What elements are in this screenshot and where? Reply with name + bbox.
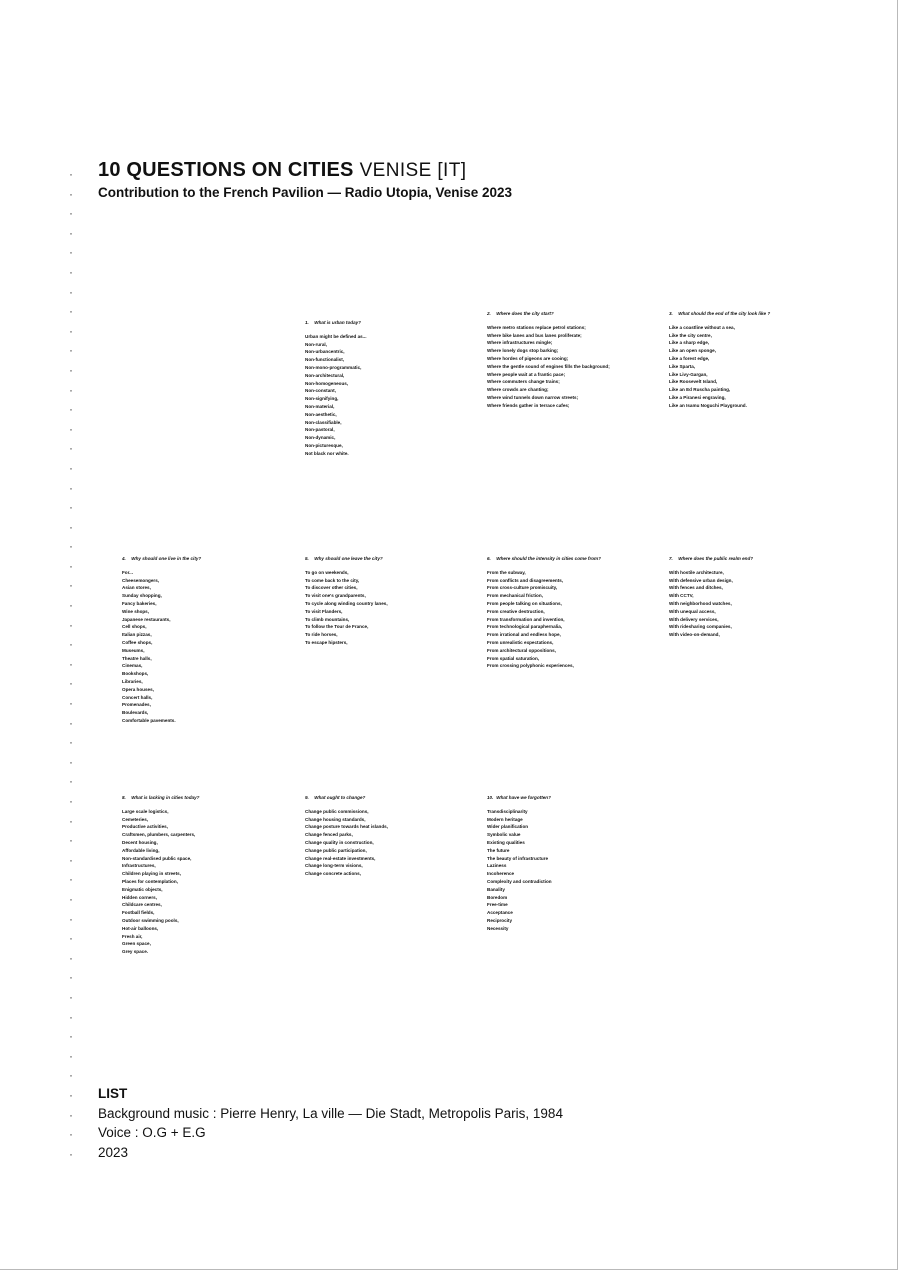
answer-line: From creative destruction,	[487, 608, 545, 614]
answer-line: Comfortable pavements.	[122, 717, 176, 723]
margin-dot: ·	[69, 225, 73, 240]
answer-line: Non-urbancentric,	[305, 349, 345, 355]
answer-line: Change quality in construction,	[305, 839, 374, 845]
answer-line: To discover other cities,	[305, 585, 358, 591]
answer-line: Symbolic value	[487, 832, 521, 838]
margin-dot: ·	[69, 950, 73, 965]
answer-line: Promenades,	[122, 702, 151, 708]
answer-line: Hidden corners,	[122, 894, 157, 900]
margin-dot: ·	[69, 989, 73, 1004]
answer-line: Like Roosevelt Island,	[669, 379, 718, 385]
margin-dot: ·	[69, 460, 73, 475]
margin-dot: ·	[69, 970, 73, 985]
question-heading: 4. Why should one live in the city?	[122, 556, 202, 561]
margin-dot: ·	[69, 911, 73, 926]
question-block-8	[122, 794, 292, 956]
credit-line: Background music : Pierre Henry, La ville — Die Stadt, Metropolis Paris, 1984	[98, 1105, 563, 1121]
margin-dot: ·	[69, 852, 73, 867]
answer-line: With video-on-demand,	[669, 632, 720, 638]
answer-line: Like an Ed Ruscha painting,	[669, 387, 731, 393]
answer-line: Existing qualities	[487, 839, 525, 845]
margin-dot: ·	[69, 284, 73, 299]
answer-line: Change fenced parks,	[305, 832, 353, 838]
answer-list	[305, 569, 475, 647]
answer-line: Outdoor swimming pools,	[122, 917, 179, 923]
margin-dot: ·	[69, 421, 73, 436]
answer-line: Change posture towards heat islands,	[305, 824, 388, 830]
margin-dot: ·	[69, 1127, 73, 1142]
answer-line: Libraries,	[122, 678, 143, 684]
margin-dot: ·	[69, 1107, 73, 1122]
margin-dot: ·	[69, 715, 73, 730]
answer-line: Childcare centres,	[122, 902, 162, 908]
answer-line: From transformation and invention,	[487, 616, 565, 622]
answer-line: With ridesharing companies,	[669, 624, 732, 630]
answer-list	[669, 324, 839, 410]
margin-dot: ·	[69, 794, 73, 808]
answer-line: With CCTV,	[669, 593, 694, 599]
answer-line: For...	[122, 569, 133, 575]
answer-line: Affordable living,	[122, 847, 160, 853]
list-label: LIST	[98, 1086, 128, 1101]
answer-line: Where lonely dogs stop barking;	[487, 348, 559, 354]
margin-dot: ·	[69, 891, 73, 906]
answer-line: Cinemas,	[122, 663, 143, 669]
answer-line: Non-signifying,	[305, 396, 339, 402]
margin-dot: ·	[69, 1048, 73, 1063]
question-block-6	[487, 555, 657, 670]
answer-line: Non-aesthetic,	[305, 411, 337, 417]
answer-list	[669, 569, 839, 639]
answer-line: From crossing polyphonic experiences,	[487, 663, 574, 669]
margin-dot: ·	[69, 833, 73, 848]
answer-line: With unequal access,	[669, 608, 716, 614]
answer-line: Football fields,	[122, 910, 155, 916]
answer-line: Theatre halls,	[122, 655, 152, 661]
title-text: 10 QUESTIONS ON CITIES	[98, 159, 354, 181]
answer-line: Boredom	[487, 894, 508, 900]
answer-line: To escape hipsters,	[305, 639, 348, 645]
answer-line: Boulevards,	[122, 710, 149, 716]
question-heading: 8. What is lacking in cities today?	[122, 795, 200, 800]
credit-line: 2023	[98, 1144, 129, 1160]
answer-line: From people talking on situations,	[487, 600, 562, 606]
answer-line: From cross-culture promiscuity,	[487, 585, 558, 591]
answer-line: Modern heritage	[487, 816, 523, 822]
answer-line: Productive activities,	[122, 824, 168, 830]
answer-line: Non-functionalist,	[305, 357, 345, 363]
answer-line: Where infrastructures mingle;	[487, 340, 553, 346]
margin-dot: ·	[69, 1087, 73, 1102]
margin-dot: ·	[69, 480, 73, 495]
margin-dot: ·	[69, 813, 73, 828]
question-heading: 1. What is urban today?	[305, 320, 361, 325]
answer-list	[305, 808, 475, 878]
answer-line: Where metro stations replace petrol stations;	[487, 324, 586, 330]
answer-line: Where bike lanes and bus lanes proliferate;	[487, 332, 582, 338]
answer-line: Change real-estate investments,	[305, 855, 376, 861]
answer-line: Non-rural,	[305, 341, 327, 347]
answer-line: From mechanical friction,	[487, 593, 543, 599]
margin-dot: ·	[69, 774, 73, 789]
answer-line: With fences and ditches,	[669, 585, 723, 591]
answer-line: Banality	[487, 886, 505, 892]
answer-line: To ride horses,	[305, 632, 338, 638]
question-block-4	[122, 555, 292, 725]
answer-line: Change public commissions,	[305, 808, 369, 814]
question-heading: 5. Why should one leave the city?	[305, 556, 383, 561]
margin-dot: ·	[69, 323, 73, 338]
answer-line: Non-pastoral,	[305, 427, 335, 433]
margin-dot: ·	[69, 186, 73, 201]
answer-line: Change public participation,	[305, 847, 367, 853]
margin-dot: ·	[69, 539, 73, 554]
answer-line: Urban might be defined as...	[305, 333, 367, 339]
answer-line: Japanese restaurants,	[122, 616, 171, 622]
answer-line: Acceptance	[487, 910, 513, 916]
answer-line: Non-dynamic,	[305, 435, 336, 441]
answer-line: Necessity	[487, 925, 509, 931]
margin-dot: ·	[69, 206, 73, 221]
answer-line: Incoherence	[487, 871, 515, 877]
answer-line: From architectural oppositions,	[487, 647, 556, 653]
margin-dot: ·	[69, 656, 73, 671]
answer-line: Like an Isamu Noguchi Playground.	[669, 402, 747, 408]
answer-line: Where crowds are chanting;	[487, 387, 549, 393]
margin-dot: ·	[69, 1029, 73, 1044]
title-place: VENISE [IT]	[359, 160, 467, 181]
question-block-10	[487, 794, 657, 933]
margin-dot: ·	[69, 735, 73, 750]
answer-line: With defensive urban design,	[669, 577, 733, 583]
answer-line: Places for contemplation,	[122, 878, 178, 884]
answer-line: Grey space.	[122, 949, 149, 955]
answer-line: Asian stores,	[122, 585, 151, 591]
question-heading: 6. Where should the intensity in cities come from?	[487, 556, 601, 561]
answer-line: Change housing standards,	[305, 816, 366, 822]
answer-line: Opera houses,	[122, 686, 154, 692]
answer-line: From the subway,	[487, 569, 526, 575]
page-subtitle: Contribution to the French Pavilion — Radio Utopia, Venise 2023	[98, 185, 513, 200]
answer-line: To go on weekends,	[305, 569, 349, 575]
margin-dot: ·	[69, 1068, 73, 1083]
answer-line: Where the gentle sound of engines fills the background;	[487, 363, 610, 369]
answer-line: Change long-term visions,	[305, 863, 363, 869]
margin-dot: ·	[69, 931, 73, 946]
margin-dot: ·	[69, 500, 73, 515]
answer-line: Where wind tunnels down narrow streets;	[487, 394, 579, 400]
answer-line: Fancy bakeries,	[122, 600, 157, 606]
question-heading: 2. Where does the city start?	[487, 311, 554, 316]
margin-dot: ·	[69, 245, 73, 260]
credit-line: Voice : O.G + E.G	[98, 1125, 206, 1140]
answer-line: From conflicts and disagreements,	[487, 577, 564, 583]
answer-list	[487, 569, 657, 670]
answer-line: Free-time	[487, 902, 508, 908]
answer-line: Like a sharp edge,	[669, 340, 710, 346]
answer-line: Non-mono-programmatic,	[305, 364, 362, 370]
margin-dot: ·	[69, 754, 73, 769]
answer-line: Cemeteries,	[122, 816, 149, 822]
credits-list	[98, 1084, 798, 1162]
answer-list	[487, 808, 657, 933]
answer-line: Non-picturesque,	[305, 442, 343, 448]
answer-line: With delivery services,	[669, 616, 719, 622]
answer-list	[305, 333, 475, 458]
answer-line: Reciprocity	[487, 917, 513, 923]
answer-list	[122, 569, 292, 725]
answer-line: With neighborhood watches,	[669, 600, 732, 606]
answer-line: To visit Flanders,	[305, 608, 343, 614]
answer-line: Where hordes of pigeons are cooing;	[487, 355, 569, 361]
answer-line: To cycle along winding country lanes,	[305, 600, 388, 606]
answer-line: Change concrete actions,	[305, 871, 361, 877]
answer-line: Concert halls,	[122, 694, 153, 700]
answer-line: To follow the Tour de France,	[305, 624, 369, 630]
document-header	[98, 157, 798, 202]
margin-dot: ·	[69, 402, 73, 417]
answer-line: Non-standardised public space,	[122, 855, 192, 861]
answer-line: The beauty of infrastructure	[487, 855, 549, 861]
answer-line: With hostile architecture,	[669, 569, 724, 575]
answer-line: Like the city centre,	[669, 332, 712, 338]
answer-line: To come back to the city,	[305, 577, 360, 583]
answer-line: Non-constant,	[305, 388, 336, 394]
margin-dot: ·	[69, 598, 73, 613]
margin-dot: ·	[69, 382, 73, 397]
margin-dot: ·	[69, 696, 73, 711]
answer-line: Decent housing,	[122, 839, 158, 845]
margin-dot: ·	[69, 617, 73, 632]
answer-line: Coffee shops,	[122, 639, 153, 645]
answer-line: Wider planification	[487, 824, 529, 830]
answer-line: Where friends gather in terrace cafes;	[487, 402, 570, 408]
answer-line: Like Livy-Gargan,	[669, 371, 708, 377]
answer-line: To visit one's grandparents,	[305, 593, 366, 599]
question-heading: 9. What ought to change?	[305, 795, 366, 800]
margin-dot: ·	[69, 519, 73, 534]
answer-list	[122, 808, 292, 956]
answer-line: Enigmatic objects,	[122, 886, 163, 892]
answer-line: Like a coastline without a sea,	[669, 324, 735, 330]
answer-line: The future	[487, 847, 510, 853]
answer-line: Like an open sponge,	[669, 348, 716, 354]
question-block-7	[669, 555, 839, 639]
answer-line: Transdisciplinarity	[487, 808, 528, 814]
question-block-9	[305, 794, 475, 878]
margin-dot: ·	[69, 676, 73, 691]
question-block-2	[487, 310, 657, 410]
margin-dot: ·	[69, 343, 73, 358]
answer-line: To climb mountains,	[305, 616, 350, 622]
answer-line: Non-classifiable,	[305, 419, 342, 425]
margin-dot: ·	[69, 1146, 73, 1161]
answer-line: Like a forest edge,	[669, 355, 710, 361]
answer-line: Wine shops,	[122, 608, 150, 614]
answer-line: Like a Piranesi engraving,	[669, 394, 726, 400]
question-block-3	[669, 310, 839, 410]
margin-dot: ·	[69, 167, 73, 181]
answer-line: Green space,	[122, 941, 151, 947]
margin-dot: ·	[69, 637, 73, 652]
answer-line: Where commuters change trains;	[487, 379, 560, 385]
answer-line: Infrastructures,	[122, 863, 156, 869]
margin-dot: ·	[69, 362, 73, 377]
answer-line: Sunday shopping,	[122, 593, 162, 599]
margin-dot: ·	[69, 1009, 73, 1024]
answer-line: Complexity and contradiction	[487, 878, 552, 884]
question-block-5	[305, 555, 475, 647]
question-heading: 7. Where does the public realm end?	[669, 556, 754, 561]
margin-dot: ·	[69, 264, 73, 279]
answer-line: Laziness	[487, 863, 507, 869]
answer-line: From spatial saturation,	[487, 655, 540, 661]
margin-dot: ·	[69, 558, 73, 573]
answer-line: Non-architectural,	[305, 372, 345, 378]
answer-line: Bookshops,	[122, 671, 149, 677]
margin-dots	[66, 165, 76, 1164]
answer-line: Cheesemongers,	[122, 577, 160, 583]
question-heading: 10. What have we forgotten?	[487, 795, 551, 800]
answer-line: Fresh air,	[122, 933, 143, 939]
answer-line: Children playing in streets,	[122, 871, 181, 877]
answer-line: From unrealistic expectations,	[487, 639, 554, 645]
question-block-1	[305, 319, 475, 458]
answer-line: Large scale logistics,	[122, 808, 169, 814]
answer-line: Craftsmen, plumbers, carpenters,	[122, 832, 196, 838]
answer-line: Cell shops,	[122, 624, 147, 630]
answer-line: Like Sparta,	[669, 363, 696, 369]
answer-line: From irrational and endless hope,	[487, 632, 561, 638]
answer-line: Where people wait at a frantic pace;	[487, 371, 566, 377]
page-title	[98, 157, 798, 184]
answer-line: Italian pizzas,	[122, 632, 152, 638]
margin-dot: ·	[69, 304, 73, 319]
margin-dot: ·	[69, 578, 73, 593]
answer-line: Non-material,	[305, 403, 335, 409]
margin-dot: ·	[69, 441, 73, 456]
answer-line: From technological paraphernalia,	[487, 624, 563, 630]
answer-list	[487, 324, 657, 410]
answer-line: Non-homogeneous,	[305, 380, 349, 386]
margin-dot: ·	[69, 872, 73, 887]
answer-line: Museums,	[122, 647, 145, 653]
answer-line: Not black nor white.	[305, 450, 349, 456]
answer-line: Hot-air balloons,	[122, 925, 159, 931]
question-heading: 3. What should the end of the city look like ?	[669, 311, 771, 316]
